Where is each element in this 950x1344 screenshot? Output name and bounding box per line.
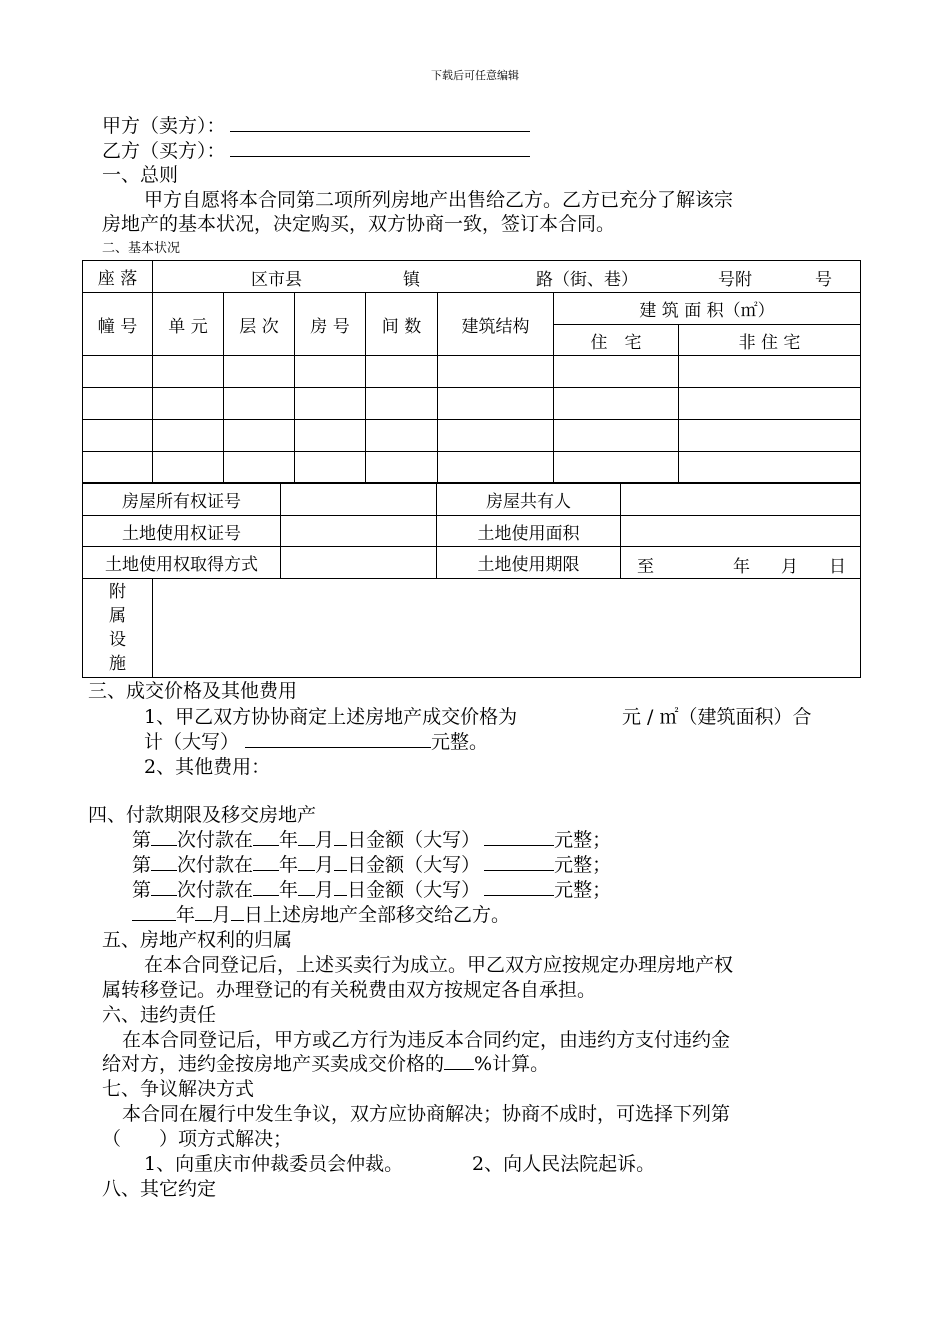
total-price-blank[interactable] xyxy=(245,730,431,748)
land-area-value[interactable] xyxy=(621,516,861,547)
ownership-cert-value[interactable] xyxy=(281,484,437,516)
section7-opt2: 2、向人民法院起诉。 xyxy=(472,1153,656,1175)
section1-title: 一、总则 xyxy=(102,164,179,186)
seller-line xyxy=(102,114,530,138)
table-row xyxy=(83,420,861,452)
section3-item2: 2、其他费用： xyxy=(144,756,271,778)
term-day: 日 xyxy=(829,557,846,577)
term-month: 月 xyxy=(781,557,798,577)
col-residential: 住 宅 xyxy=(554,325,679,356)
co-owner-value[interactable] xyxy=(621,484,861,516)
section7-title: 七、争议解决方式 xyxy=(102,1078,255,1100)
loc-town: 镇 xyxy=(403,270,420,290)
handover-line: 年 月 日上述房地产全部移交给乙方。 xyxy=(132,903,510,927)
section1-line2: 房地产的基本状况，决定购买，双方协商一致，签订本合同。 xyxy=(102,213,616,235)
buyer-line xyxy=(102,139,530,163)
seller-blank[interactable] xyxy=(230,114,530,132)
location-label: 座 落 xyxy=(83,261,153,293)
loc-no-fu: 号附 xyxy=(718,270,752,290)
land-cert-label: 土地使用权证号 xyxy=(83,516,281,547)
location-cell[interactable] xyxy=(153,261,861,293)
col-non-residential: 非 住 宅 xyxy=(679,325,861,356)
section2-title: 二、基本状况 xyxy=(102,241,181,256)
seller-label: 甲方（卖方）： xyxy=(102,115,226,137)
facilities-value[interactable] xyxy=(153,579,861,678)
penalty-percent-blank[interactable] xyxy=(444,1052,474,1070)
col-rooms: 间 数 xyxy=(366,293,438,356)
facilities-table xyxy=(82,578,861,678)
col-unit: 单 元 xyxy=(153,293,224,356)
col-floor: 层 次 xyxy=(224,293,295,356)
section3-item1-a: 1、甲乙双方协协商定上述房地产成交价格为 xyxy=(144,706,518,728)
table-row xyxy=(83,388,861,420)
loc-no: 号 xyxy=(815,270,832,290)
land-term-label: 土地使用期限 xyxy=(437,547,621,579)
section8-title: 八、其它约定 xyxy=(102,1178,217,1200)
land-term-value[interactable] xyxy=(621,547,861,579)
section5-title: 五、房地产权利的归属 xyxy=(102,929,293,951)
ownership-cert-label: 房屋所有权证号 xyxy=(83,484,281,516)
section7-line2: （ ）项方式解决； xyxy=(102,1128,293,1150)
co-owner-label: 房屋共有人 xyxy=(437,484,621,516)
section4-title: 四、付款期限及移交房地产 xyxy=(88,804,317,826)
facilities-label: 附 属 设 施 xyxy=(83,579,153,678)
loc-district: 区市县 xyxy=(251,270,302,290)
loc-road: 路（街、巷） xyxy=(536,270,638,290)
col-room: 房 号 xyxy=(295,293,366,356)
buyer-blank[interactable] xyxy=(230,139,530,157)
term-year: 年 xyxy=(733,557,750,577)
section3-item1-b: 元 / ㎡（建筑面积）合 xyxy=(622,706,812,728)
certificate-table xyxy=(82,483,861,579)
section3-title: 三、成交价格及其他费用 xyxy=(88,680,298,702)
section6-line1: 在本合同登记后，甲方或乙方行为违反本合同约定，由违约方支付违约金 xyxy=(122,1029,731,1051)
col-structure: 建筑结构 xyxy=(438,293,554,356)
term-to: 至 xyxy=(637,557,654,577)
page-header: 下载后可任意编辑 xyxy=(431,69,519,82)
table-row xyxy=(83,452,861,483)
section7-line1: 本合同在履行中发生争议，双方应协商解决；协商不成时，可选择下列第 xyxy=(122,1103,731,1125)
land-acq-label: 土地使用权取得方式 xyxy=(83,547,281,579)
section5-line2: 属转移登记。办理登记的有关税费由双方按规定各自承担。 xyxy=(102,979,597,1001)
buyer-label: 乙方（买方）： xyxy=(102,140,226,162)
table-row xyxy=(83,356,861,388)
payment-line: 第 次付款在 年 月 日金额（大写） 元整； xyxy=(132,829,612,851)
section3-item1-line2: 计（大写） 元整。 xyxy=(144,731,489,753)
property-table xyxy=(82,260,861,483)
section5-line1: 在本合同登记后，上述买卖行为成立。甲乙双方应按规定办理房地产权 xyxy=(144,954,734,976)
section1-line1: 甲方自愿将本合同第二项所列房地产出售给乙方。乙方已充分了解该宗 xyxy=(144,189,734,211)
payment-line: 第 次付款在 年 月 日金额（大写） 元整； xyxy=(132,854,612,876)
land-cert-value[interactable] xyxy=(281,516,437,547)
section6-title: 六、违约责任 xyxy=(102,1004,217,1026)
section6-line2: 给对方，违约金按房地产买卖成交价格的 %计算。 xyxy=(102,1053,550,1075)
col-area: 建 筑 面 积（㎡） xyxy=(554,293,861,325)
col-building: 幢 号 xyxy=(83,293,153,356)
section7-opt1: 1、向重庆市仲裁委员会仲裁。 xyxy=(144,1153,404,1175)
land-acq-value[interactable] xyxy=(281,547,437,579)
land-area-label: 土地使用面积 xyxy=(437,516,621,547)
payment-line: 第 次付款在 年 月 日金额（大写） 元整； xyxy=(132,879,612,901)
